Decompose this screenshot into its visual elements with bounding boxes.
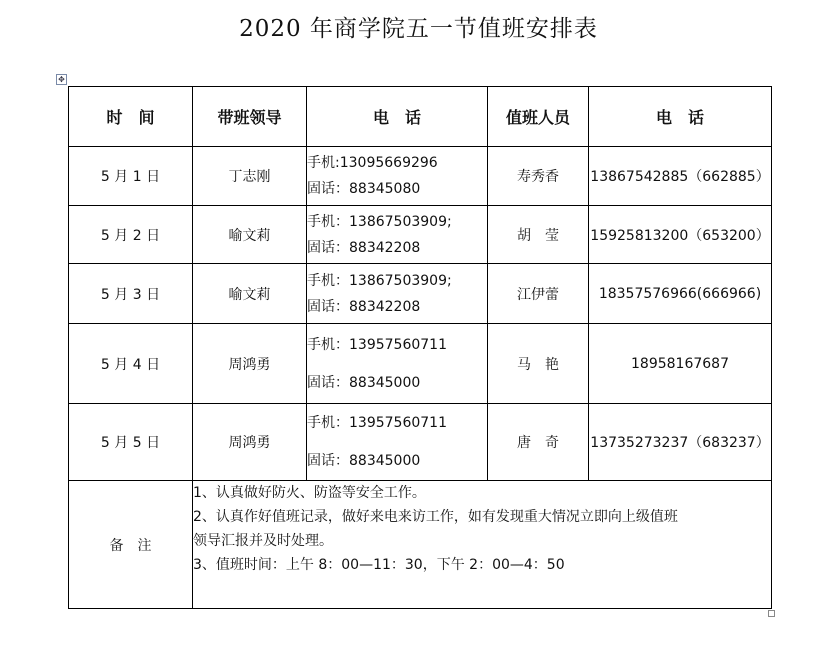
leader-phone-cell — [307, 147, 488, 206]
leader-phone-cell — [307, 264, 488, 324]
header-phone-staff: 电 话 — [589, 87, 772, 147]
note-line-3: 3、值班时间：上午 8：00—11：30，下午 2：00—4：50 — [193, 557, 565, 573]
table-row — [69, 206, 772, 264]
staff-cell: 马 艳 — [488, 324, 589, 404]
header-time: 时 间 — [69, 87, 193, 147]
date-cell: 5 月 4 日 — [69, 324, 193, 404]
table-resize-handle[interactable] — [768, 610, 775, 617]
table-row — [69, 404, 772, 481]
staff-cell: 唐 奇 — [488, 404, 589, 481]
note-line-2a: 2、认真作好值班记录，做好来电来访工作，如有发现重大情况立即向上级值班 — [193, 509, 678, 525]
leader-cell: 周鸿勇 — [193, 324, 307, 404]
landline-text: 固话：88345000 — [307, 453, 421, 469]
note-line-1: 1、认真做好防火、防盗等安全工作。 — [193, 485, 426, 501]
mobile-text: 手机：13957560711 — [307, 336, 447, 353]
date-cell: 5 月 2 日 — [69, 206, 193, 264]
landline-text: 固话：88342208 — [307, 239, 421, 256]
notes-label: 备 注 — [69, 481, 193, 609]
mobile-text: 手机：13957560711 — [307, 415, 447, 431]
staff-cell: 江伊蕾 — [488, 264, 589, 324]
leader-phone-cell — [307, 404, 488, 481]
staff-phone-cell: 13735273237（683237） — [589, 404, 772, 481]
note-line-2b: 领导汇报并及时处理。 — [193, 533, 333, 549]
notes-cell — [193, 481, 772, 609]
landline-text: 固话：88342208 — [307, 298, 421, 315]
schedule-table — [68, 86, 772, 609]
landline-text: 固话：88345000 — [307, 374, 421, 391]
table-row — [69, 324, 772, 404]
table-move-handle-icon[interactable]: ✥ — [56, 74, 67, 85]
date-cell: 5 月 3 日 — [69, 264, 193, 324]
header-leader: 带班领导 — [193, 87, 307, 147]
mobile-text: 手机:13095669296 — [307, 155, 438, 171]
date-cell: 5 月 1 日 — [69, 147, 193, 206]
staff-phone-cell: 15925813200（653200） — [589, 206, 772, 264]
leader-phone-cell — [307, 324, 488, 404]
staff-phone-cell: 13867542885（662885） — [589, 147, 772, 206]
header-phone-leader: 电 话 — [307, 87, 488, 147]
leader-cell: 喻文莉 — [193, 206, 307, 264]
table-row — [69, 264, 772, 324]
staff-cell: 寿秀香 — [488, 147, 589, 206]
date-cell: 5 月 5 日 — [69, 404, 193, 481]
header-row — [69, 87, 772, 147]
staff-phone-cell: 18357576966(666966) — [589, 264, 772, 324]
header-staff: 值班人员 — [488, 87, 589, 147]
landline-text: 固话：88345080 — [307, 181, 421, 197]
leader-cell: 丁志刚 — [193, 147, 307, 206]
page-title: 2020 年商学院五一节值班安排表 — [239, 16, 598, 42]
leader-cell: 喻文莉 — [193, 264, 307, 324]
notes-row — [69, 481, 772, 609]
staff-cell: 胡 莹 — [488, 206, 589, 264]
table-row — [69, 147, 772, 206]
mobile-text: 手机：13867503909; — [307, 272, 452, 289]
leader-phone-cell — [307, 206, 488, 264]
staff-phone-cell: 18958167687 — [589, 324, 772, 404]
mobile-text: 手机：13867503909; — [307, 213, 452, 230]
leader-cell: 周鸿勇 — [193, 404, 307, 481]
